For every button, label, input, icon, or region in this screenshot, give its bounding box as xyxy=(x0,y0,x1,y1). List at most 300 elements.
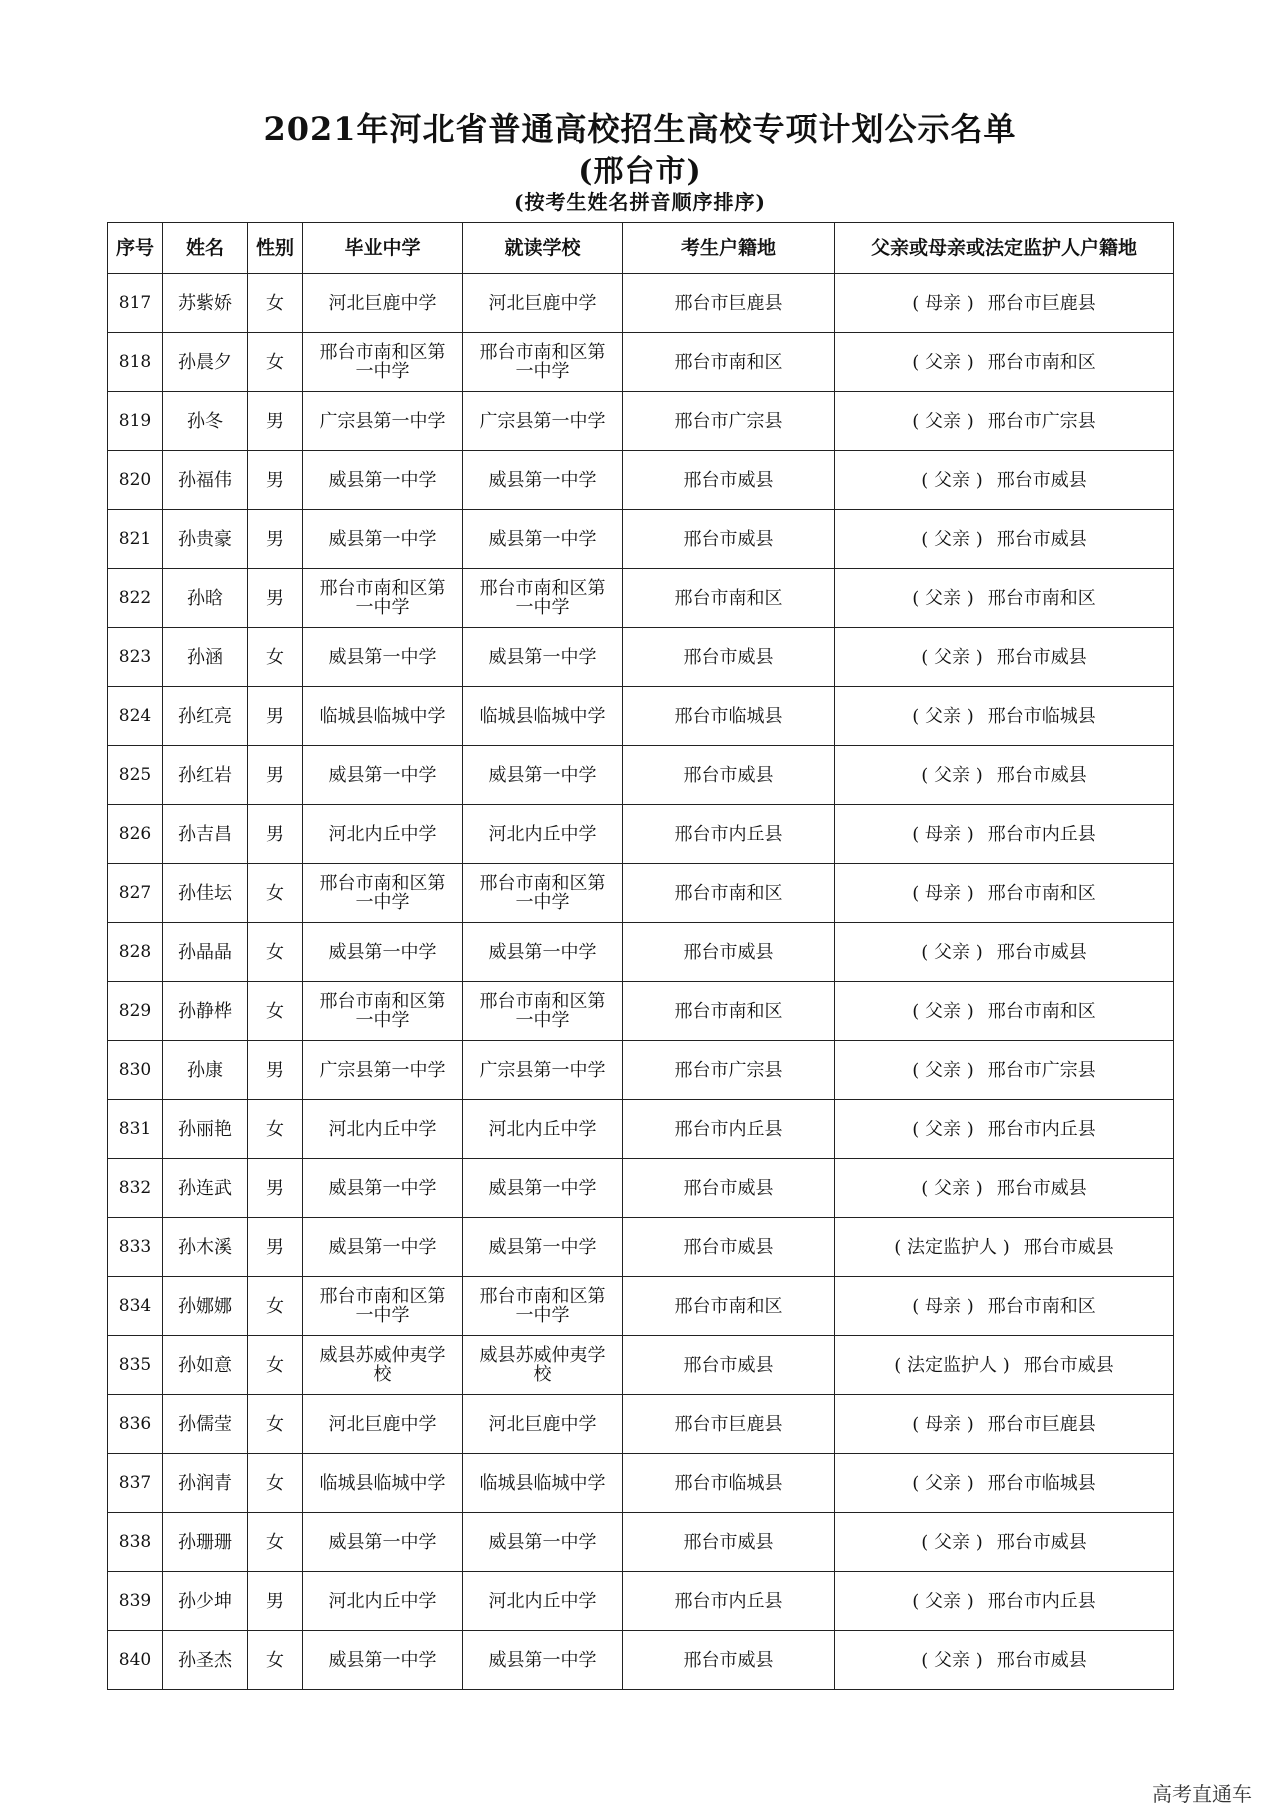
cell-gender: 女 xyxy=(248,1336,303,1395)
cell-study-school-text: 威县第一中学 xyxy=(488,528,597,550)
cell-hukou: 邢台市临城县 xyxy=(623,1454,835,1513)
guardian-relation: ( 父亲 ) xyxy=(912,1472,974,1494)
cell-study-school-text: 广宗县第一中学 xyxy=(479,1059,606,1081)
guardian-relation: ( 法定监护人 ) xyxy=(894,1354,1010,1376)
cell-gender: 女 xyxy=(248,864,303,923)
cell-study-school xyxy=(463,274,623,333)
cell-name: 孙圣杰 xyxy=(163,1631,248,1690)
guardian-hukou-text: 邢台市南和区 xyxy=(987,882,1096,904)
cell-study-school-text: 威县苏威仲夷学校 xyxy=(479,1345,606,1385)
cell-guardian-hukou xyxy=(835,1159,1174,1218)
cell-study-school-text: 威县第一中学 xyxy=(488,1531,597,1553)
cell-hukou: 邢台市威县 xyxy=(623,1631,835,1690)
cell-study-school-text: 威县第一中学 xyxy=(488,1236,597,1258)
cell-grad-school-text: 邢台市南和区第一中学 xyxy=(319,1286,446,1326)
cell-hukou: 邢台市南和区 xyxy=(623,569,835,628)
cell-study-school xyxy=(463,1277,623,1336)
table-row xyxy=(108,274,1174,333)
guardian-hukou-text: 邢台市威县 xyxy=(1023,1236,1114,1258)
guardian-relation: ( 父亲 ) xyxy=(921,1177,983,1199)
cell-gender: 男 xyxy=(248,1159,303,1218)
cell-seq: 817 xyxy=(108,274,163,333)
cell-grad-school-text: 邢台市南和区第一中学 xyxy=(319,991,446,1031)
cell-guardian-hukou xyxy=(835,1513,1174,1572)
cell-study-school xyxy=(463,1218,623,1277)
cell-seq: 819 xyxy=(108,392,163,451)
cell-name: 孙佳坛 xyxy=(163,864,248,923)
guardian-hukou-text: 邢台市内丘县 xyxy=(987,823,1096,845)
cell-grad-school-text: 威县第一中学 xyxy=(328,469,437,491)
guardian-relation: ( 父亲 ) xyxy=(921,469,983,491)
guardian-relation: ( 母亲 ) xyxy=(912,292,974,314)
col-header-grad-school: 毕业中学 xyxy=(303,223,463,274)
cell-seq: 832 xyxy=(108,1159,163,1218)
cell-seq: 830 xyxy=(108,1041,163,1100)
cell-name: 孙康 xyxy=(163,1041,248,1100)
sort-note: (按考生姓名拼音顺序排序) xyxy=(514,190,766,214)
cell-grad-school xyxy=(303,1277,463,1336)
cell-study-school-text: 河北巨鹿中学 xyxy=(488,1413,597,1435)
cell-seq: 834 xyxy=(108,1277,163,1336)
cell-gender: 男 xyxy=(248,687,303,746)
cell-study-school xyxy=(463,923,623,982)
cell-study-school-text: 邢台市南和区第一中学 xyxy=(479,342,606,382)
guardian-relation: ( 父亲 ) xyxy=(912,1000,974,1022)
col-header-name: 姓名 xyxy=(163,223,248,274)
guardian-relation: ( 父亲 ) xyxy=(912,1118,974,1140)
guardian-hukou-text: 邢台市内丘县 xyxy=(987,1118,1096,1140)
cell-gender: 男 xyxy=(248,392,303,451)
roster-body xyxy=(108,274,1174,1690)
cell-guardian-hukou xyxy=(835,1218,1174,1277)
cell-seq: 835 xyxy=(108,1336,163,1395)
cell-hukou: 邢台市威县 xyxy=(623,923,835,982)
cell-grad-school-text: 威县第一中学 xyxy=(328,646,437,668)
cell-study-school-text: 威县第一中学 xyxy=(488,646,597,668)
table-row xyxy=(108,1218,1174,1277)
cell-guardian-hukou xyxy=(835,569,1174,628)
table-row xyxy=(108,805,1174,864)
guardian-hukou-text: 邢台市内丘县 xyxy=(987,1590,1096,1612)
cell-study-school-text: 临城县临城中学 xyxy=(479,705,606,727)
cell-grad-school xyxy=(303,1454,463,1513)
guardian-hukou-text: 邢台市巨鹿县 xyxy=(987,292,1096,314)
cell-guardian-hukou xyxy=(835,982,1174,1041)
cell-guardian-hukou xyxy=(835,1454,1174,1513)
cell-guardian-hukou xyxy=(835,333,1174,392)
cell-gender: 女 xyxy=(248,274,303,333)
guardian-hukou-text: 邢台市广宗县 xyxy=(987,1059,1096,1081)
cell-guardian-hukou xyxy=(835,864,1174,923)
cell-gender: 男 xyxy=(248,1218,303,1277)
cell-seq: 818 xyxy=(108,333,163,392)
cell-guardian-hukou xyxy=(835,923,1174,982)
guardian-hukou-text: 邢台市威县 xyxy=(996,1649,1087,1671)
cell-name: 孙福伟 xyxy=(163,451,248,510)
cell-grad-school xyxy=(303,1631,463,1690)
cell-study-school xyxy=(463,1041,623,1100)
cell-study-school xyxy=(463,687,623,746)
cell-name: 孙冬 xyxy=(163,392,248,451)
cell-guardian-hukou xyxy=(835,746,1174,805)
cell-seq: 825 xyxy=(108,746,163,805)
cell-hukou: 邢台市威县 xyxy=(623,1218,835,1277)
cell-seq: 839 xyxy=(108,1572,163,1631)
table-row xyxy=(108,333,1174,392)
cell-grad-school xyxy=(303,510,463,569)
col-header-seq: 序号 xyxy=(108,223,163,274)
cell-grad-school-text: 威县第一中学 xyxy=(328,1649,437,1671)
guardian-hukou-text: 邢台市临城县 xyxy=(987,1472,1096,1494)
cell-seq: 831 xyxy=(108,1100,163,1159)
cell-gender: 男 xyxy=(248,451,303,510)
table-row xyxy=(108,1159,1174,1218)
guardian-hukou-text: 邢台市临城县 xyxy=(987,705,1096,727)
cell-study-school xyxy=(463,1631,623,1690)
cell-seq: 828 xyxy=(108,923,163,982)
cell-grad-school xyxy=(303,687,463,746)
table-row xyxy=(108,1454,1174,1513)
cell-name: 孙红岩 xyxy=(163,746,248,805)
cell-seq: 820 xyxy=(108,451,163,510)
guardian-relation: ( 母亲 ) xyxy=(912,823,974,845)
cell-hukou: 邢台市威县 xyxy=(623,1513,835,1572)
col-header-hukou: 考生户籍地 xyxy=(623,223,835,274)
cell-seq: 838 xyxy=(108,1513,163,1572)
cell-study-school xyxy=(463,982,623,1041)
cell-gender: 女 xyxy=(248,1631,303,1690)
cell-hukou: 邢台市南和区 xyxy=(623,864,835,923)
cell-name: 孙晶晶 xyxy=(163,923,248,982)
cell-grad-school-text: 威县第一中学 xyxy=(328,1177,437,1199)
cell-study-school-text: 河北内丘中学 xyxy=(488,1118,597,1140)
cell-study-school xyxy=(463,1395,623,1454)
cell-grad-school-text: 威县第一中学 xyxy=(328,764,437,786)
cell-grad-school xyxy=(303,1395,463,1454)
cell-name: 孙静桦 xyxy=(163,982,248,1041)
cell-name: 孙涵 xyxy=(163,628,248,687)
cell-grad-school-text: 河北巨鹿中学 xyxy=(328,292,437,314)
table-row xyxy=(108,1041,1174,1100)
cell-hukou: 邢台市广宗县 xyxy=(623,1041,835,1100)
cell-hukou: 邢台市临城县 xyxy=(623,687,835,746)
cell-grad-school-text: 临城县临城中学 xyxy=(319,1472,446,1494)
cell-grad-school xyxy=(303,451,463,510)
guardian-relation: ( 法定监护人 ) xyxy=(894,1236,1010,1258)
cell-guardian-hukou xyxy=(835,274,1174,333)
guardian-relation: ( 父亲 ) xyxy=(912,587,974,609)
cell-grad-school xyxy=(303,746,463,805)
guardian-hukou-text: 邢台市巨鹿县 xyxy=(987,1413,1096,1435)
cell-grad-school-text: 河北内丘中学 xyxy=(328,1590,437,1612)
guardian-relation: ( 父亲 ) xyxy=(912,1590,974,1612)
cell-gender: 男 xyxy=(248,510,303,569)
guardian-hukou-text: 邢台市广宗县 xyxy=(987,410,1096,432)
document-title: 2021年河北省普通高校招生高校专项计划公示名单 xyxy=(263,110,1017,148)
cell-grad-school xyxy=(303,1041,463,1100)
cell-name: 孙连武 xyxy=(163,1159,248,1218)
cell-seq: 840 xyxy=(108,1631,163,1690)
cell-grad-school xyxy=(303,569,463,628)
cell-guardian-hukou xyxy=(835,1336,1174,1395)
cell-guardian-hukou xyxy=(835,1041,1174,1100)
cell-grad-school xyxy=(303,1513,463,1572)
cell-seq: 823 xyxy=(108,628,163,687)
table-row xyxy=(108,864,1174,923)
cell-study-school-text: 威县第一中学 xyxy=(488,1649,597,1671)
cell-hukou: 邢台市南和区 xyxy=(623,333,835,392)
guardian-hukou-text: 邢台市威县 xyxy=(996,1177,1087,1199)
cell-guardian-hukou xyxy=(835,392,1174,451)
cell-seq: 824 xyxy=(108,687,163,746)
cell-study-school xyxy=(463,746,623,805)
cell-gender: 女 xyxy=(248,1513,303,1572)
cell-study-school-text: 邢台市南和区第一中学 xyxy=(479,873,606,913)
table-row xyxy=(108,451,1174,510)
cell-study-school xyxy=(463,333,623,392)
table-row xyxy=(108,687,1174,746)
cell-seq: 821 xyxy=(108,510,163,569)
cell-gender: 女 xyxy=(248,982,303,1041)
cell-guardian-hukou xyxy=(835,1631,1174,1690)
cell-study-school xyxy=(463,510,623,569)
cell-guardian-hukou xyxy=(835,1277,1174,1336)
cell-study-school-text: 河北内丘中学 xyxy=(488,1590,597,1612)
cell-guardian-hukou xyxy=(835,451,1174,510)
cell-gender: 女 xyxy=(248,1277,303,1336)
cell-name: 孙如意 xyxy=(163,1336,248,1395)
col-header-gender: 性别 xyxy=(248,223,303,274)
cell-study-school xyxy=(463,451,623,510)
cell-grad-school-text: 广宗县第一中学 xyxy=(319,1059,446,1081)
cell-grad-school-text: 河北巨鹿中学 xyxy=(328,1413,437,1435)
cell-study-school xyxy=(463,1100,623,1159)
cell-study-school-text: 威县第一中学 xyxy=(488,941,597,963)
cell-study-school-text: 广宗县第一中学 xyxy=(479,410,606,432)
guardian-relation: ( 母亲 ) xyxy=(912,1413,974,1435)
guardian-hukou-text: 邢台市威县 xyxy=(996,646,1087,668)
guardian-relation: ( 父亲 ) xyxy=(921,646,983,668)
cell-study-school-text: 河北内丘中学 xyxy=(488,823,597,845)
cell-seq: 833 xyxy=(108,1218,163,1277)
guardian-relation: ( 父亲 ) xyxy=(921,1531,983,1553)
cell-study-school xyxy=(463,569,623,628)
cell-hukou: 邢台市内丘县 xyxy=(623,805,835,864)
table-row xyxy=(108,510,1174,569)
cell-grad-school-text: 邢台市南和区第一中学 xyxy=(319,873,446,913)
cell-grad-school-text: 河北内丘中学 xyxy=(328,1118,437,1140)
cell-name: 孙少坤 xyxy=(163,1572,248,1631)
cell-seq: 827 xyxy=(108,864,163,923)
guardian-relation: ( 母亲 ) xyxy=(912,1295,974,1317)
cell-hukou: 邢台市巨鹿县 xyxy=(623,274,835,333)
guardian-relation: ( 父亲 ) xyxy=(921,764,983,786)
guardian-hukou-text: 邢台市威县 xyxy=(996,764,1087,786)
cell-seq: 822 xyxy=(108,569,163,628)
table-row xyxy=(108,746,1174,805)
cell-gender: 男 xyxy=(248,1041,303,1100)
cell-study-school xyxy=(463,1572,623,1631)
table-row xyxy=(108,1336,1174,1395)
cell-grad-school-text: 河北内丘中学 xyxy=(328,823,437,845)
cell-hukou: 邢台市威县 xyxy=(623,746,835,805)
cell-gender: 女 xyxy=(248,923,303,982)
cell-gender: 女 xyxy=(248,1395,303,1454)
cell-hukou: 邢台市内丘县 xyxy=(623,1100,835,1159)
cell-hukou: 邢台市南和区 xyxy=(623,1277,835,1336)
cell-guardian-hukou xyxy=(835,1572,1174,1631)
cell-grad-school xyxy=(303,1159,463,1218)
cell-grad-school-text: 广宗县第一中学 xyxy=(319,410,446,432)
cell-guardian-hukou xyxy=(835,628,1174,687)
guardian-hukou-text: 邢台市南和区 xyxy=(987,587,1096,609)
cell-study-school-text: 临城县临城中学 xyxy=(479,1472,606,1494)
table-row xyxy=(108,1395,1174,1454)
cell-grad-school xyxy=(303,805,463,864)
cell-guardian-hukou xyxy=(835,805,1174,864)
cell-grad-school-text: 威县第一中学 xyxy=(328,528,437,550)
cell-grad-school xyxy=(303,1218,463,1277)
guardian-relation: ( 父亲 ) xyxy=(912,705,974,727)
cell-name: 孙儒莹 xyxy=(163,1395,248,1454)
cell-grad-school-text: 威县苏威仲夷学校 xyxy=(319,1345,446,1385)
cell-study-school xyxy=(463,1513,623,1572)
cell-hukou: 邢台市威县 xyxy=(623,1159,835,1218)
cell-grad-school xyxy=(303,333,463,392)
cell-study-school-text: 威县第一中学 xyxy=(488,764,597,786)
cell-study-school-text: 威县第一中学 xyxy=(488,1177,597,1199)
guardian-relation: ( 父亲 ) xyxy=(912,410,974,432)
cell-study-school xyxy=(463,628,623,687)
roster-table xyxy=(107,222,1174,1690)
guardian-hukou-text: 邢台市威县 xyxy=(1023,1354,1114,1376)
cell-study-school xyxy=(463,1454,623,1513)
cell-grad-school xyxy=(303,864,463,923)
guardian-relation: ( 母亲 ) xyxy=(912,882,974,904)
cell-name: 孙贵豪 xyxy=(163,510,248,569)
table-header-row xyxy=(108,223,1174,274)
guardian-hukou-text: 邢台市南和区 xyxy=(987,1295,1096,1317)
cell-study-school-text: 邢台市南和区第一中学 xyxy=(479,991,606,1031)
cell-hukou: 邢台市威县 xyxy=(623,628,835,687)
cell-guardian-hukou xyxy=(835,1395,1174,1454)
cell-gender: 女 xyxy=(248,1454,303,1513)
cell-seq: 837 xyxy=(108,1454,163,1513)
cell-gender: 女 xyxy=(248,333,303,392)
guardian-relation: ( 父亲 ) xyxy=(921,941,983,963)
cell-gender: 男 xyxy=(248,805,303,864)
cell-grad-school xyxy=(303,982,463,1041)
cell-grad-school xyxy=(303,1100,463,1159)
guardian-hukou-text: 邢台市威县 xyxy=(996,528,1087,550)
guardian-relation: ( 父亲 ) xyxy=(921,1649,983,1671)
cell-gender: 男 xyxy=(248,1572,303,1631)
table-row xyxy=(108,982,1174,1041)
cell-hukou: 邢台市广宗县 xyxy=(623,392,835,451)
table-row xyxy=(108,923,1174,982)
cell-hukou: 邢台市南和区 xyxy=(623,982,835,1041)
cell-name: 苏紫娇 xyxy=(163,274,248,333)
cell-grad-school-text: 邢台市南和区第一中学 xyxy=(319,342,446,382)
cell-name: 孙吉昌 xyxy=(163,805,248,864)
cell-gender: 男 xyxy=(248,569,303,628)
cell-grad-school-text: 威县第一中学 xyxy=(328,1531,437,1553)
cell-grad-school-text: 威县第一中学 xyxy=(328,1236,437,1258)
cell-study-school xyxy=(463,392,623,451)
cell-gender: 男 xyxy=(248,746,303,805)
cell-gender: 女 xyxy=(248,1100,303,1159)
cell-gender: 女 xyxy=(248,628,303,687)
cell-study-school xyxy=(463,864,623,923)
cell-grad-school xyxy=(303,392,463,451)
cell-grad-school-text: 威县第一中学 xyxy=(328,941,437,963)
cell-grad-school xyxy=(303,274,463,333)
cell-hukou: 邢台市威县 xyxy=(623,1336,835,1395)
table-row xyxy=(108,1513,1174,1572)
watermark-text: 高考直通车 xyxy=(1152,1782,1252,1806)
guardian-hukou-text: 邢台市威县 xyxy=(996,1531,1087,1553)
cell-seq: 826 xyxy=(108,805,163,864)
cell-name: 孙润青 xyxy=(163,1454,248,1513)
cell-study-school-text: 威县第一中学 xyxy=(488,469,597,491)
cell-grad-school-text: 邢台市南和区第一中学 xyxy=(319,578,446,618)
cell-name: 孙丽艳 xyxy=(163,1100,248,1159)
table-row xyxy=(108,569,1174,628)
guardian-hukou-text: 邢台市威县 xyxy=(996,469,1087,491)
cell-name: 孙娜娜 xyxy=(163,1277,248,1336)
cell-hukou: 邢台市威县 xyxy=(623,510,835,569)
guardian-hukou-text: 邢台市南和区 xyxy=(987,1000,1096,1022)
table-row xyxy=(108,1631,1174,1690)
table-row xyxy=(108,392,1174,451)
cell-seq: 836 xyxy=(108,1395,163,1454)
cell-name: 孙晨夕 xyxy=(163,333,248,392)
cell-name: 孙珊珊 xyxy=(163,1513,248,1572)
cell-hukou: 邢台市威县 xyxy=(623,451,835,510)
cell-guardian-hukou xyxy=(835,687,1174,746)
cell-name: 孙红亮 xyxy=(163,687,248,746)
cell-guardian-hukou xyxy=(835,510,1174,569)
cell-guardian-hukou xyxy=(835,1100,1174,1159)
table-row xyxy=(108,1277,1174,1336)
cell-grad-school-text: 临城县临城中学 xyxy=(319,705,446,727)
cell-study-school-text: 河北巨鹿中学 xyxy=(488,292,597,314)
table-row xyxy=(108,628,1174,687)
cell-study-school xyxy=(463,805,623,864)
cell-grad-school xyxy=(303,1336,463,1395)
col-header-study-school: 就读学校 xyxy=(463,223,623,274)
col-header-guardian-hukou: 父亲或母亲或法定监护人户籍地 xyxy=(835,223,1174,274)
guardian-hukou-text: 邢台市南和区 xyxy=(987,351,1096,373)
cell-seq: 829 xyxy=(108,982,163,1041)
cell-grad-school xyxy=(303,1572,463,1631)
document-subtitle: (邢台市) xyxy=(578,154,702,189)
guardian-relation: ( 父亲 ) xyxy=(912,1059,974,1081)
cell-hukou: 邢台市巨鹿县 xyxy=(623,1395,835,1454)
cell-hukou: 邢台市内丘县 xyxy=(623,1572,835,1631)
cell-study-school xyxy=(463,1336,623,1395)
guardian-hukou-text: 邢台市威县 xyxy=(996,941,1087,963)
cell-grad-school xyxy=(303,923,463,982)
cell-study-school-text: 邢台市南和区第一中学 xyxy=(479,1286,606,1326)
cell-name: 孙晗 xyxy=(163,569,248,628)
cell-name: 孙木溪 xyxy=(163,1218,248,1277)
table-row xyxy=(108,1100,1174,1159)
guardian-relation: ( 父亲 ) xyxy=(912,351,974,373)
cell-study-school xyxy=(463,1159,623,1218)
cell-study-school-text: 邢台市南和区第一中学 xyxy=(479,578,606,618)
table-row xyxy=(108,1572,1174,1631)
